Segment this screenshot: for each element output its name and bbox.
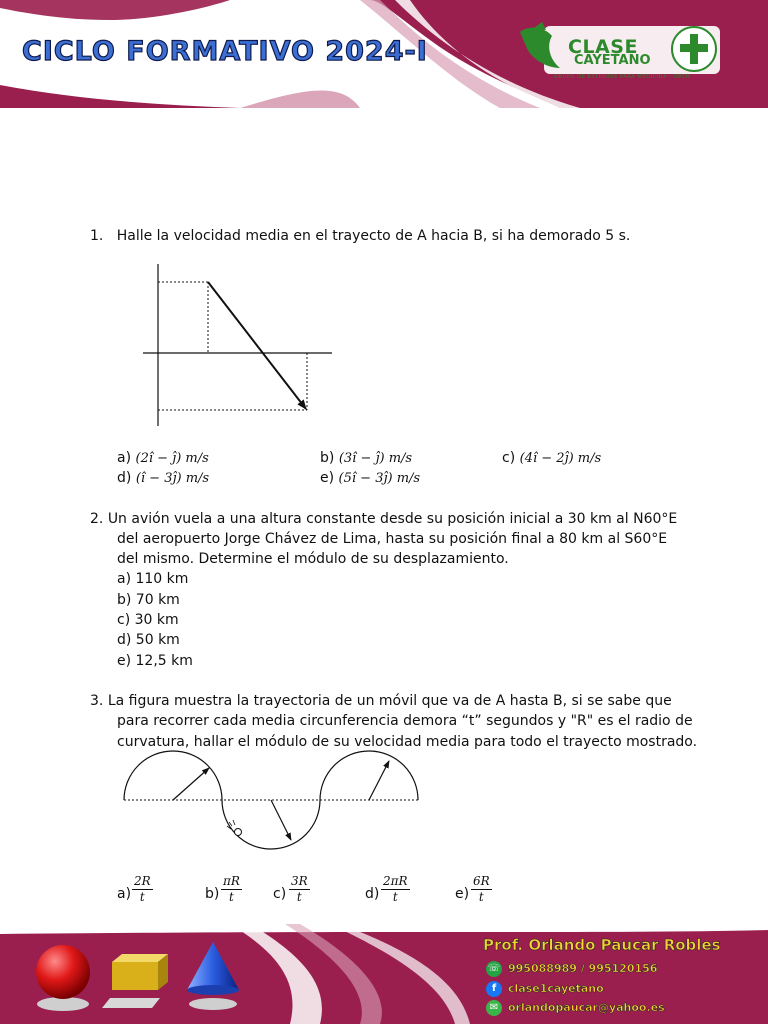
question-2-line-2: del aeropuerto Jorge Chávez de Lima, hasta su posición final a 80 km al S60°E: [117, 531, 668, 547]
question-number: 1.: [90, 228, 104, 244]
question-number: 3.: [90, 693, 104, 709]
q3-option-b-label: b): [205, 886, 220, 902]
q3-option-d-label: d): [365, 886, 380, 902]
q3-option-a-fraction: $\frac{2R}{t}$: [134, 874, 151, 904]
q2-option-e: e) 12,5 km: [117, 653, 193, 669]
q3-option-a-label: a): [117, 886, 132, 902]
blue-cone-icon: [187, 942, 239, 990]
q2-option-b: b) 70 km: [117, 592, 180, 608]
q3-option-b-fraction: $\frac{\pi R}{t}$: [223, 874, 240, 904]
q3-option-e-fraction: $\frac{6R}{t}$: [473, 874, 490, 904]
question-2-line-3: del mismo. Determine el módulo de su desplazamiento.: [117, 551, 509, 567]
q1-option-c: c) (4î − 2ĵ) m/s: [502, 450, 602, 466]
email-contact[interactable]: [486, 999, 665, 1016]
logo-subtitle: GRUPO DE ESTUDIOS PARA MEDICINA - UPCH: [554, 74, 691, 80]
q3-option-e-label: e): [455, 886, 470, 902]
question-3-line-1: 3. La figura muestra la trayectoria de un móvil que va de A hasta B, si se sabe que: [90, 693, 672, 709]
question-1: [90, 226, 630, 246]
q1-option-d: d) (î − 3ĵ) m/s: [117, 470, 210, 486]
phone-contact: [486, 960, 657, 977]
q3-option-c-label: c): [273, 886, 287, 902]
question-text: Halle la velocidad media en el trayecto de A hacia B, si ha demorado 5 s.: [116, 228, 631, 244]
q2-option-a: a) 110 km: [117, 571, 189, 587]
q2-option-c: c) 30 km: [117, 612, 179, 628]
whatsapp-icon: ☏: [486, 961, 502, 977]
q3-option-d-fraction: $\frac{2\pi R}{t}$: [383, 874, 408, 904]
q2-option-d: d) 50 km: [117, 632, 180, 648]
q3-option-c-fraction: $\frac{3R}{t}$: [291, 874, 308, 904]
page-footer: [0, 924, 768, 1024]
professor-name: Prof. Orlando Paucar Robles: [483, 936, 721, 954]
question-number: 2.: [90, 511, 104, 527]
geometric-shapes-illustration: [0, 924, 240, 1024]
q1-option-b: b) (3î − ĵ) m/s: [320, 450, 413, 466]
facebook-contact[interactable]: [486, 980, 604, 997]
course-title: CICLO FORMATIVO 2024-I: [22, 36, 428, 67]
logo-name: CLASE: [568, 36, 638, 58]
facebook-handle[interactable]: clase1cayetano: [508, 982, 604, 995]
logo-name-2: CAYETANO: [574, 53, 651, 68]
question-3-line-2: para recorrer cada media circunferencia demora “t” segundos y "R" es el radio de: [117, 713, 693, 729]
q1-option-e: e) (5î − 3ĵ) m/s: [320, 470, 421, 486]
question-3-line-3: curvatura, hallar el módulo de su velocidad media para todo el trayecto mostrado.: [117, 734, 698, 750]
phone-numbers: 995088989 / 995120156: [508, 962, 658, 975]
q1-option-a: a) (2î − ĵ) m/s: [117, 450, 209, 466]
email-address[interactable]: orlandopaucar@yahoo.es: [508, 1001, 665, 1014]
facebook-icon: f: [486, 981, 502, 997]
red-sphere-icon: [36, 945, 90, 999]
email-icon: ✉: [486, 1000, 502, 1016]
question-2-line-1: 2. Un avión vuela a una altura constante desde su posición inicial a 30 km al N60°E: [90, 511, 678, 527]
